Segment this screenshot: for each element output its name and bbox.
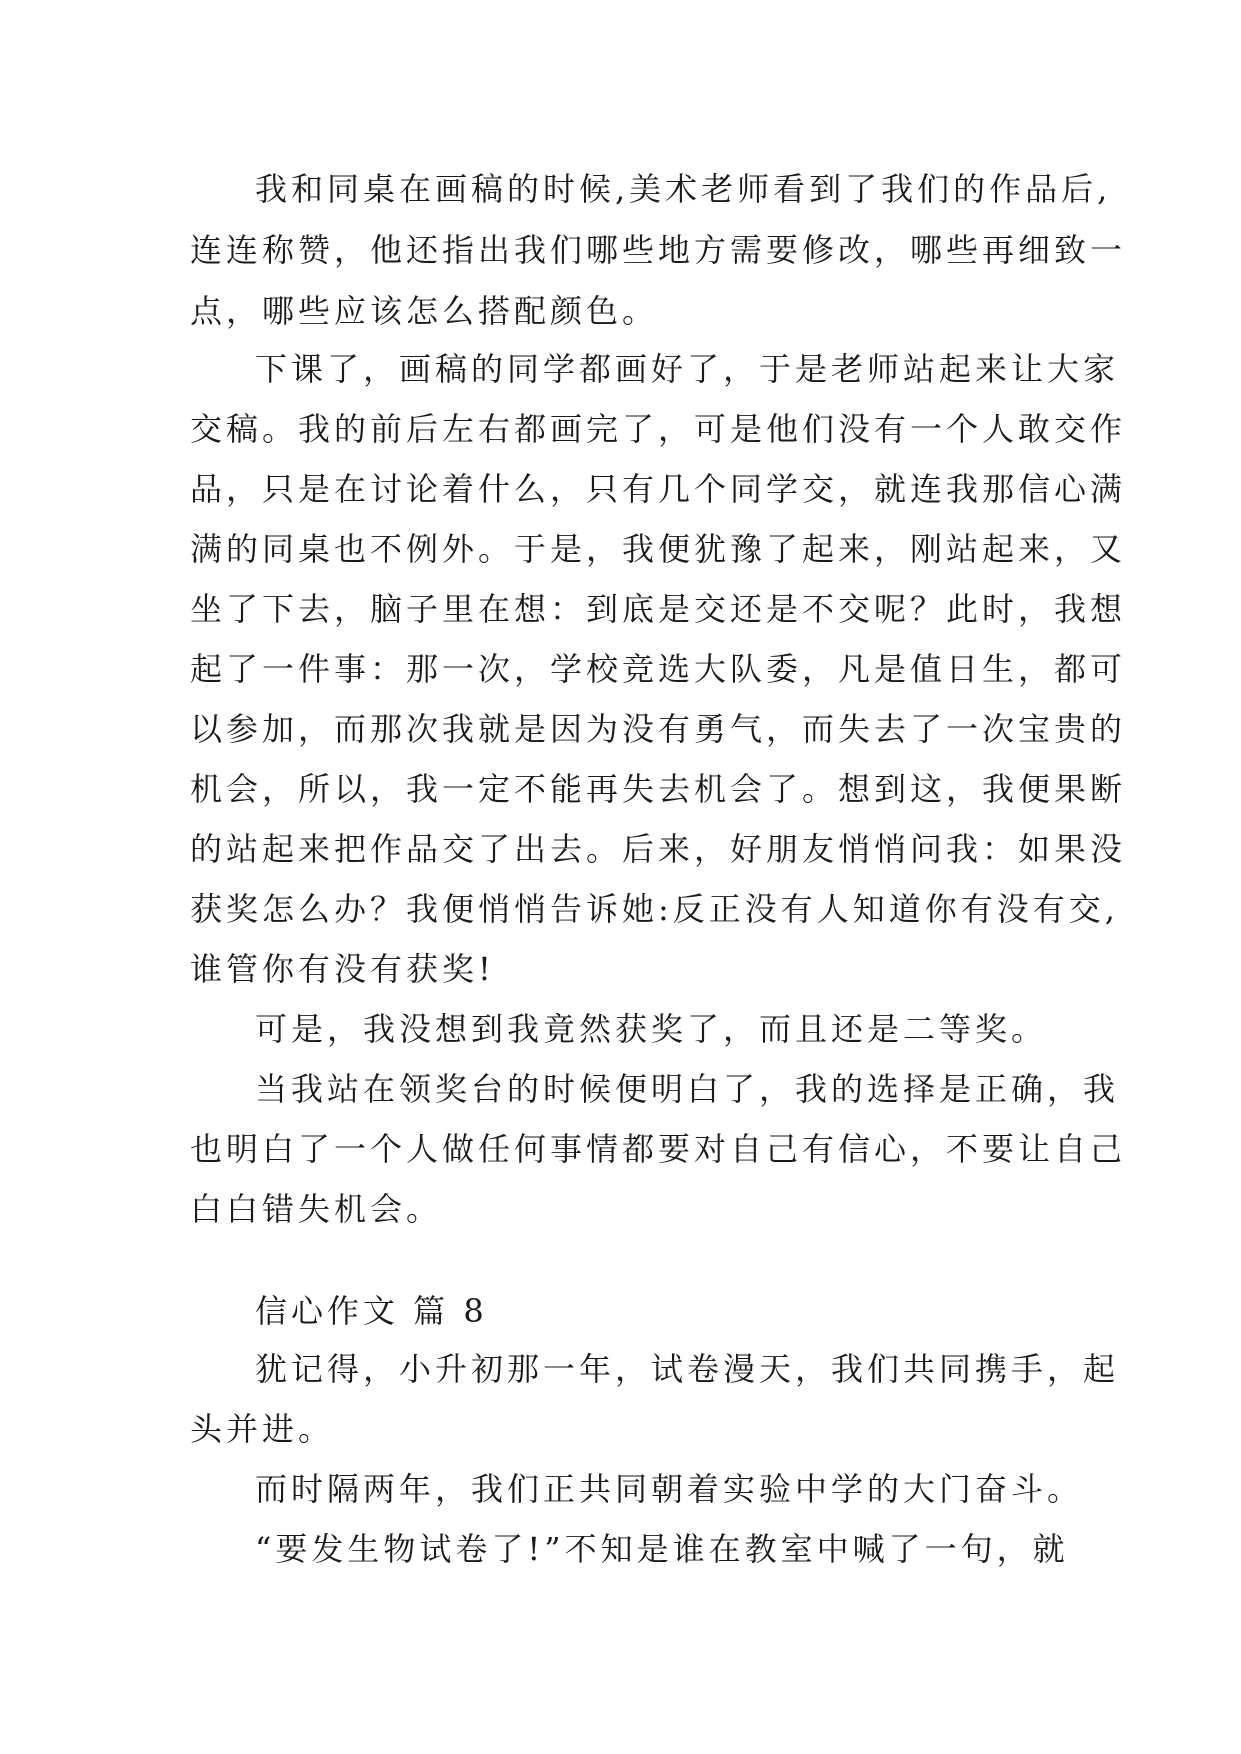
- paragraph-line: 可是，我没想到我竟然获奖了，而且还是二等奖。: [255, 1010, 1048, 1048]
- paragraph-line: 机会，所以，我一定不能再失去机会了。想到这，我便果断: [190, 770, 1127, 808]
- paragraph-line: 交稿。我的前后左右都画完了，可是他们没有一个人敢交作: [190, 410, 1127, 448]
- paragraph-line: 的站起来把作品交了出去。后来，好朋友悄悄问我：如果没: [190, 830, 1127, 868]
- paragraph-line: 而时隔两年，我们正共同朝着实验中学的大门奋斗。: [255, 1470, 1084, 1508]
- paragraph-line: 犹记得，小升初那一年，试卷漫天，我们共同携手，起: [255, 1350, 1120, 1388]
- paragraph-line: 起了一件事：那一次，学校竞选大队委，凡是值日生，都可: [190, 650, 1127, 688]
- paragraph-line: 我和同桌在画稿的时候,美术老师看到了我们的作品后,: [255, 170, 1112, 208]
- paragraph-line: 以参加，而那次我就是因为没有勇气，而失去了一次宝贵的: [190, 710, 1127, 748]
- paragraph-line: 当我站在领奖台的时候便明白了，我的选择是正确，我: [255, 1070, 1120, 1108]
- paragraph-line: 头并进。: [190, 1410, 335, 1448]
- section-heading: 信心作文 篇 8: [255, 1292, 488, 1330]
- paragraph-line: 坐了下去，脑子里在想：到底是交还是不交呢？此时，我想: [190, 590, 1127, 628]
- paragraph-line: 连连称赞，他还指出我们哪些地方需要修改，哪些再细致一: [190, 231, 1127, 269]
- paragraph-line: 下课了，画稿的同学都画好了，于是老师站起来让大家: [255, 350, 1120, 388]
- paragraph-line: 满的同桌也不例外。于是，我便犹豫了起来，刚站起来，又: [190, 530, 1127, 568]
- paragraph-line: 获奖怎么办？我便悄悄告诉她:反正没有人知道你有没有交,: [190, 890, 1119, 928]
- paragraph-line: 也明白了一个人做任何事情都要对自己有信心，不要让自己: [190, 1130, 1127, 1168]
- paragraph-line: 白白错失机会。: [190, 1190, 443, 1228]
- paragraph-line: 点，哪些应该怎么搭配颜色。: [190, 292, 659, 330]
- paragraph-line: “要发生物试卷了!”不知是谁在教室中喊了一句，就: [255, 1530, 1069, 1568]
- paragraph-line: 品，只是在讨论着什么，只有几个同学交，就连我那信心满: [190, 470, 1127, 508]
- paragraph-line: 谁管你有没有获奖!: [190, 950, 495, 988]
